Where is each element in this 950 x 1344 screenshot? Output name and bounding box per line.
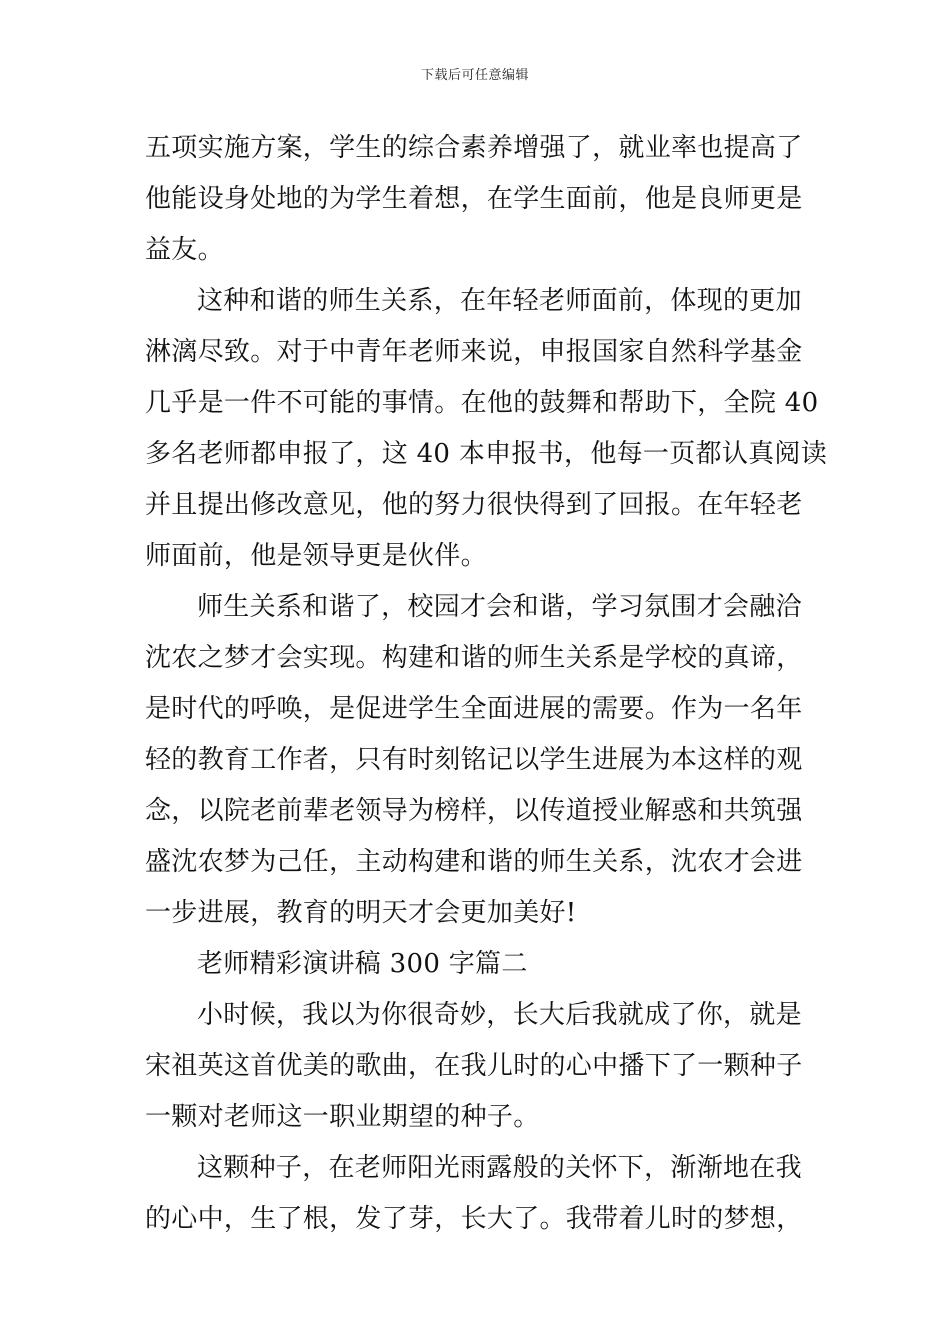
paragraph-start-line: 小时候，我以为你很奇妙，长大后我就成了你，就是 bbox=[197, 1000, 802, 1030]
paragraph-start-line: 这颗种子，在老师阳光雨露般的关怀下，渐渐地在我 bbox=[197, 1153, 802, 1183]
text-line: 的心中，生了根，发了芽，长大了。我带着儿时的梦想， bbox=[145, 1204, 803, 1234]
text-line: 盛沈农梦为己任，主动构建和谐的师生关系，沈农才会进 bbox=[145, 847, 803, 877]
text-line: 五项实施方案，学生的综合素养增强了，就业率也提高了 bbox=[145, 133, 803, 163]
section-heading: 老师精彩演讲稿 300 字篇二 bbox=[197, 949, 528, 979]
text-line: 益友。 bbox=[145, 235, 224, 265]
text-line: 他能设身处地的为学生着想，在学生面前，他是良师更是 bbox=[145, 184, 803, 214]
text-line: 淋漓尽致。对于中青年老师来说，申报国家自然科学基金 bbox=[145, 337, 803, 367]
text-line: 念，以院老前辈老领导为榜样，以传道授业解惑和共筑强 bbox=[145, 796, 803, 826]
text-line: 是时代的呼唤，是促进学生全面进展的需要。作为一名年 bbox=[145, 694, 803, 724]
text-line: 师面前，他是领导更是伙伴。 bbox=[145, 541, 487, 571]
text-line: 并且提出修改意见，他的努力很快得到了回报。在年轻老 bbox=[145, 490, 803, 520]
text-line: 一步进展，教育的明天才会更加美好! bbox=[145, 898, 577, 928]
paragraph-start-line: 师生关系和谐了，校园才会和谐，学习氛围才会融洽 bbox=[197, 592, 802, 622]
text-line: 一颗对老师这一职业期望的种子。 bbox=[145, 1102, 540, 1132]
page-header-note: 下载后可任意编辑 bbox=[420, 68, 529, 83]
paragraph-start-line: 这种和谐的师生关系，在年轻老师面前，体现的更加 bbox=[197, 286, 802, 316]
text-line: 轻的教育工作者，只有时刻铭记以学生进展为本这样的观 bbox=[145, 745, 803, 775]
text-line: 宋祖英这首优美的歌曲，在我儿时的心中播下了一颗种子 bbox=[145, 1051, 803, 1081]
text-line: 沈农之梦才会实现。构建和谐的师生关系是学校的真谛， bbox=[145, 643, 803, 673]
text-line: 多名老师都申报了，这 40 本申报书，他每一页都认真阅读 bbox=[145, 439, 828, 469]
text-line: 几乎是一件不可能的事情。在他的鼓舞和帮助下，全院 40 bbox=[145, 388, 819, 418]
